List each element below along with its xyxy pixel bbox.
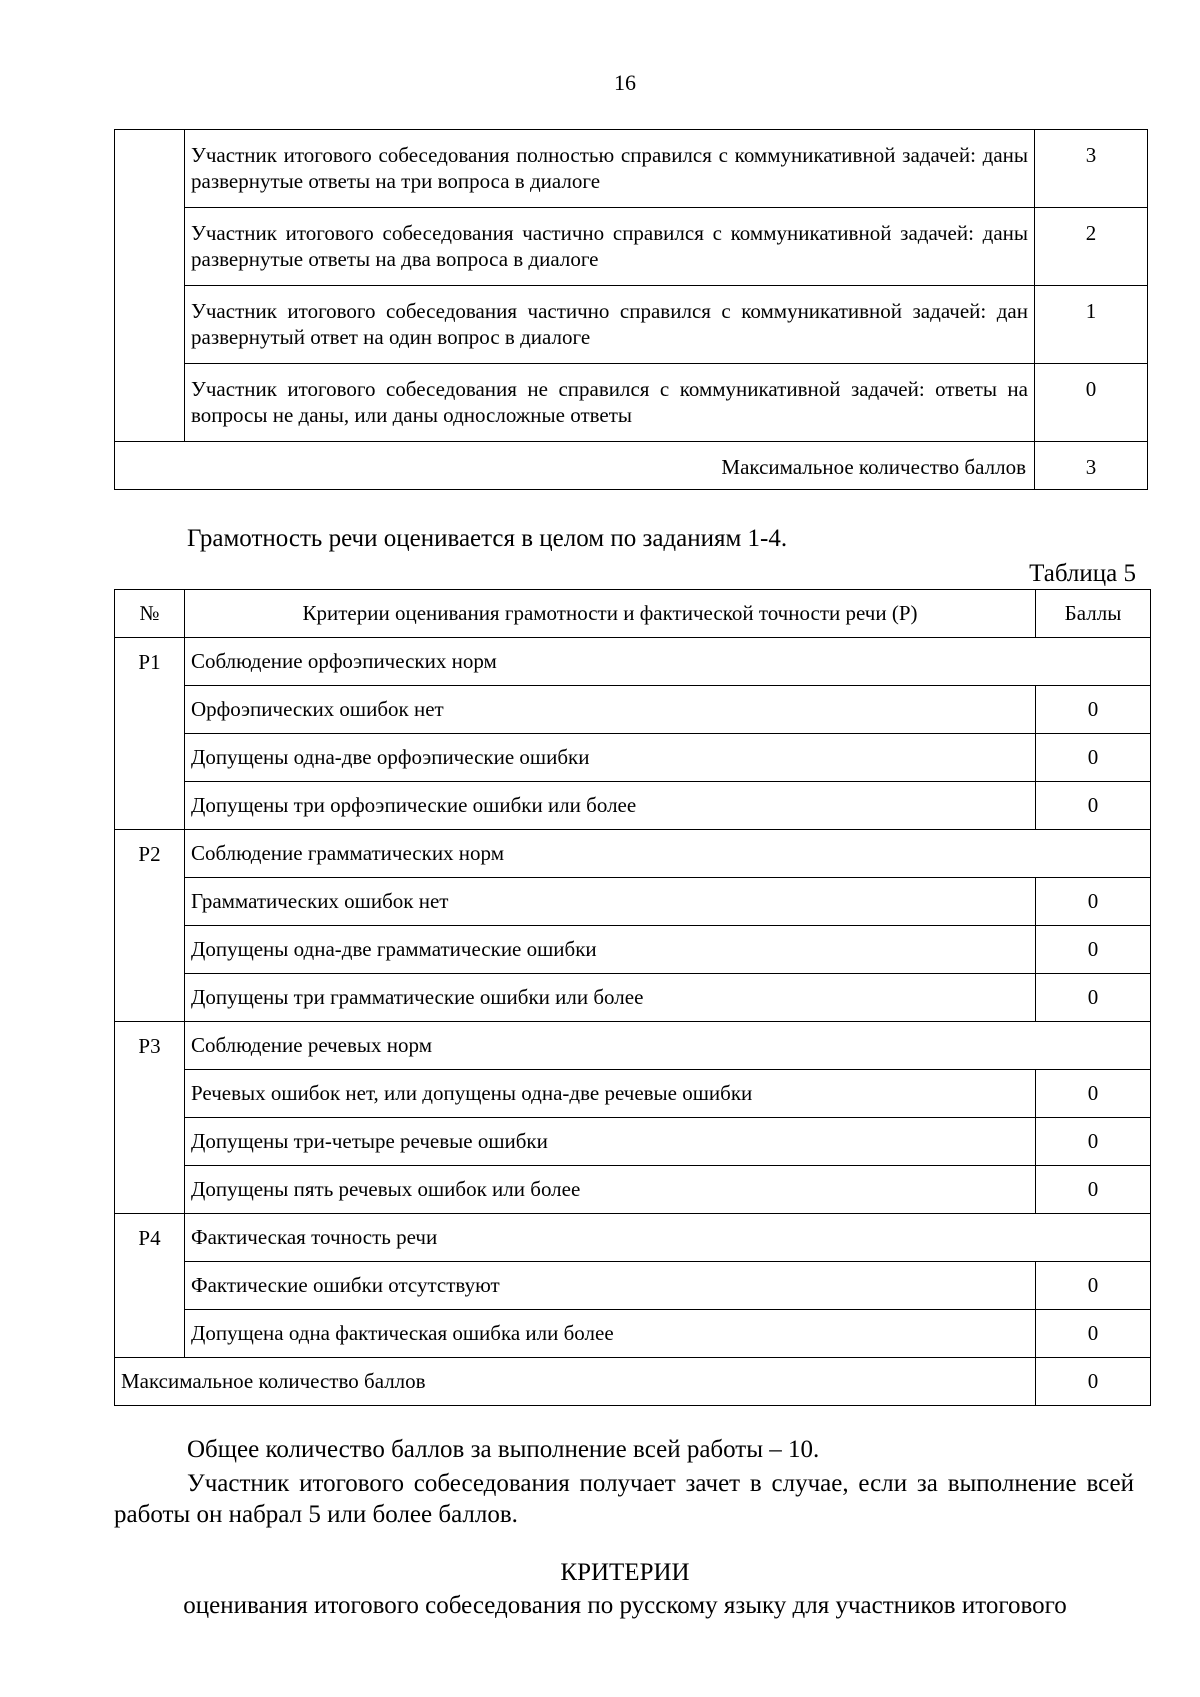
score-cell: 3	[1035, 130, 1148, 208]
max-score-value: 0	[1036, 1358, 1151, 1406]
item-text: Допущена одна фактическая ошибка или более	[185, 1310, 1036, 1358]
table-row	[115, 286, 1148, 364]
empty-number-cell	[115, 130, 185, 442]
group-row-p2	[115, 830, 1151, 878]
table-row	[115, 364, 1148, 442]
item-score: 0	[1036, 734, 1151, 782]
item-text: Допущены одна-две грамматические ошибки	[185, 926, 1036, 974]
table-row	[115, 1070, 1151, 1118]
group-row-p4	[115, 1214, 1151, 1262]
max-score-label: Максимальное количество баллов	[115, 442, 1035, 490]
item-text: Орфоэпических ошибок нет	[185, 686, 1036, 734]
max-score-row	[115, 1358, 1151, 1406]
header-criteria: Критерии оценивания грамотности и фактической точности речи (Р)	[185, 590, 1036, 638]
table-row	[115, 734, 1151, 782]
max-score-value: 3	[1035, 442, 1148, 490]
pass-condition-paragraph: Участник итогового собеседования получает зачет в случае, если за выполнение всей работы он набрал 5 или более баллов.	[114, 1470, 1134, 1528]
item-text: Допущены пять речевых ошибок или более	[185, 1166, 1036, 1214]
table-row	[115, 782, 1151, 830]
item-text: Допущены три грамматические ошибки или более	[185, 974, 1036, 1022]
max-score-row	[115, 442, 1148, 490]
item-score: 0	[1036, 974, 1151, 1022]
table-row	[115, 878, 1151, 926]
group-title: Соблюдение грамматических норм	[185, 830, 1151, 878]
item-score: 0	[1036, 1310, 1151, 1358]
criterion-cell: Участник итогового собеседования полностью справился с коммуникативной задачей: даны развернутые ответы на три вопроса в диалоге	[185, 130, 1035, 208]
criterion-cell: Участник итогового собеседования частично справился с коммуникативной задачей: даны развернутые ответы на два вопроса в диалоге	[185, 208, 1035, 286]
item-text: Допущены три орфоэпические ошибки или более	[185, 782, 1036, 830]
table-row	[115, 1262, 1151, 1310]
item-text: Фактические ошибки отсутствуют	[185, 1262, 1036, 1310]
table-row	[115, 926, 1151, 974]
table-row	[115, 1310, 1151, 1358]
item-text: Допущены одна-две орфоэпические ошибки	[185, 734, 1036, 782]
table-row	[115, 686, 1151, 734]
table-row	[115, 1118, 1151, 1166]
item-score: 0	[1036, 686, 1151, 734]
score-cell: 0	[1035, 364, 1148, 442]
criterion-cell: Участник итогового собеседования не справился с коммуникативной задачей: ответы на вопросы не даны, или даны односложные ответы	[185, 364, 1035, 442]
item-score: 0	[1036, 1262, 1151, 1310]
table-row	[115, 130, 1148, 208]
table-row	[115, 208, 1148, 286]
group-id: Р3	[115, 1022, 185, 1214]
header-score: Баллы	[1036, 590, 1151, 638]
total-points-paragraph: Общее количество баллов за выполнение всей работы – 10.	[187, 1436, 820, 1463]
section-subheading: оценивания итогового собеседования по русскому языку для участников итогового	[183, 1592, 1067, 1619]
group-row-p3	[115, 1022, 1151, 1070]
score-cell: 2	[1035, 208, 1148, 286]
item-score: 0	[1036, 1166, 1151, 1214]
item-score: 0	[1036, 878, 1151, 926]
item-text: Грамматических ошибок нет	[185, 878, 1036, 926]
item-score: 0	[1036, 926, 1151, 974]
section-heading: КРИТЕРИИ	[560, 1559, 690, 1586]
item-score: 0	[1036, 782, 1151, 830]
group-id: Р1	[115, 638, 185, 830]
table-header-row	[115, 590, 1151, 638]
table-row	[115, 1166, 1151, 1214]
group-id: Р2	[115, 830, 185, 1022]
group-row-p1	[115, 638, 1151, 686]
item-score: 0	[1036, 1070, 1151, 1118]
criterion-cell: Участник итогового собеседования частично справился с коммуникативной задачей: дан развернутый ответ на один вопрос в диалоге	[185, 286, 1035, 364]
max-score-label: Максимальное количество баллов	[115, 1358, 1036, 1406]
item-score: 0	[1036, 1118, 1151, 1166]
item-text: Речевых ошибок нет, или допущены одна-две речевые ошибки	[185, 1070, 1036, 1118]
group-title: Фактическая точность речи	[185, 1214, 1151, 1262]
header-number: №	[115, 590, 185, 638]
table-row	[115, 974, 1151, 1022]
intro-paragraph: Грамотность речи оценивается в целом по заданиям 1-4.	[187, 525, 788, 552]
table-caption: Таблица 5	[1029, 560, 1136, 587]
group-id: Р4	[115, 1214, 185, 1358]
group-title: Соблюдение речевых норм	[185, 1022, 1151, 1070]
page-number: 16	[614, 70, 636, 95]
group-title: Соблюдение орфоэпических норм	[185, 638, 1151, 686]
criteria-table-continued	[114, 129, 1148, 490]
score-cell: 1	[1035, 286, 1148, 364]
speech-literacy-table	[114, 589, 1151, 1406]
item-text: Допущены три-четыре речевые ошибки	[185, 1118, 1036, 1166]
